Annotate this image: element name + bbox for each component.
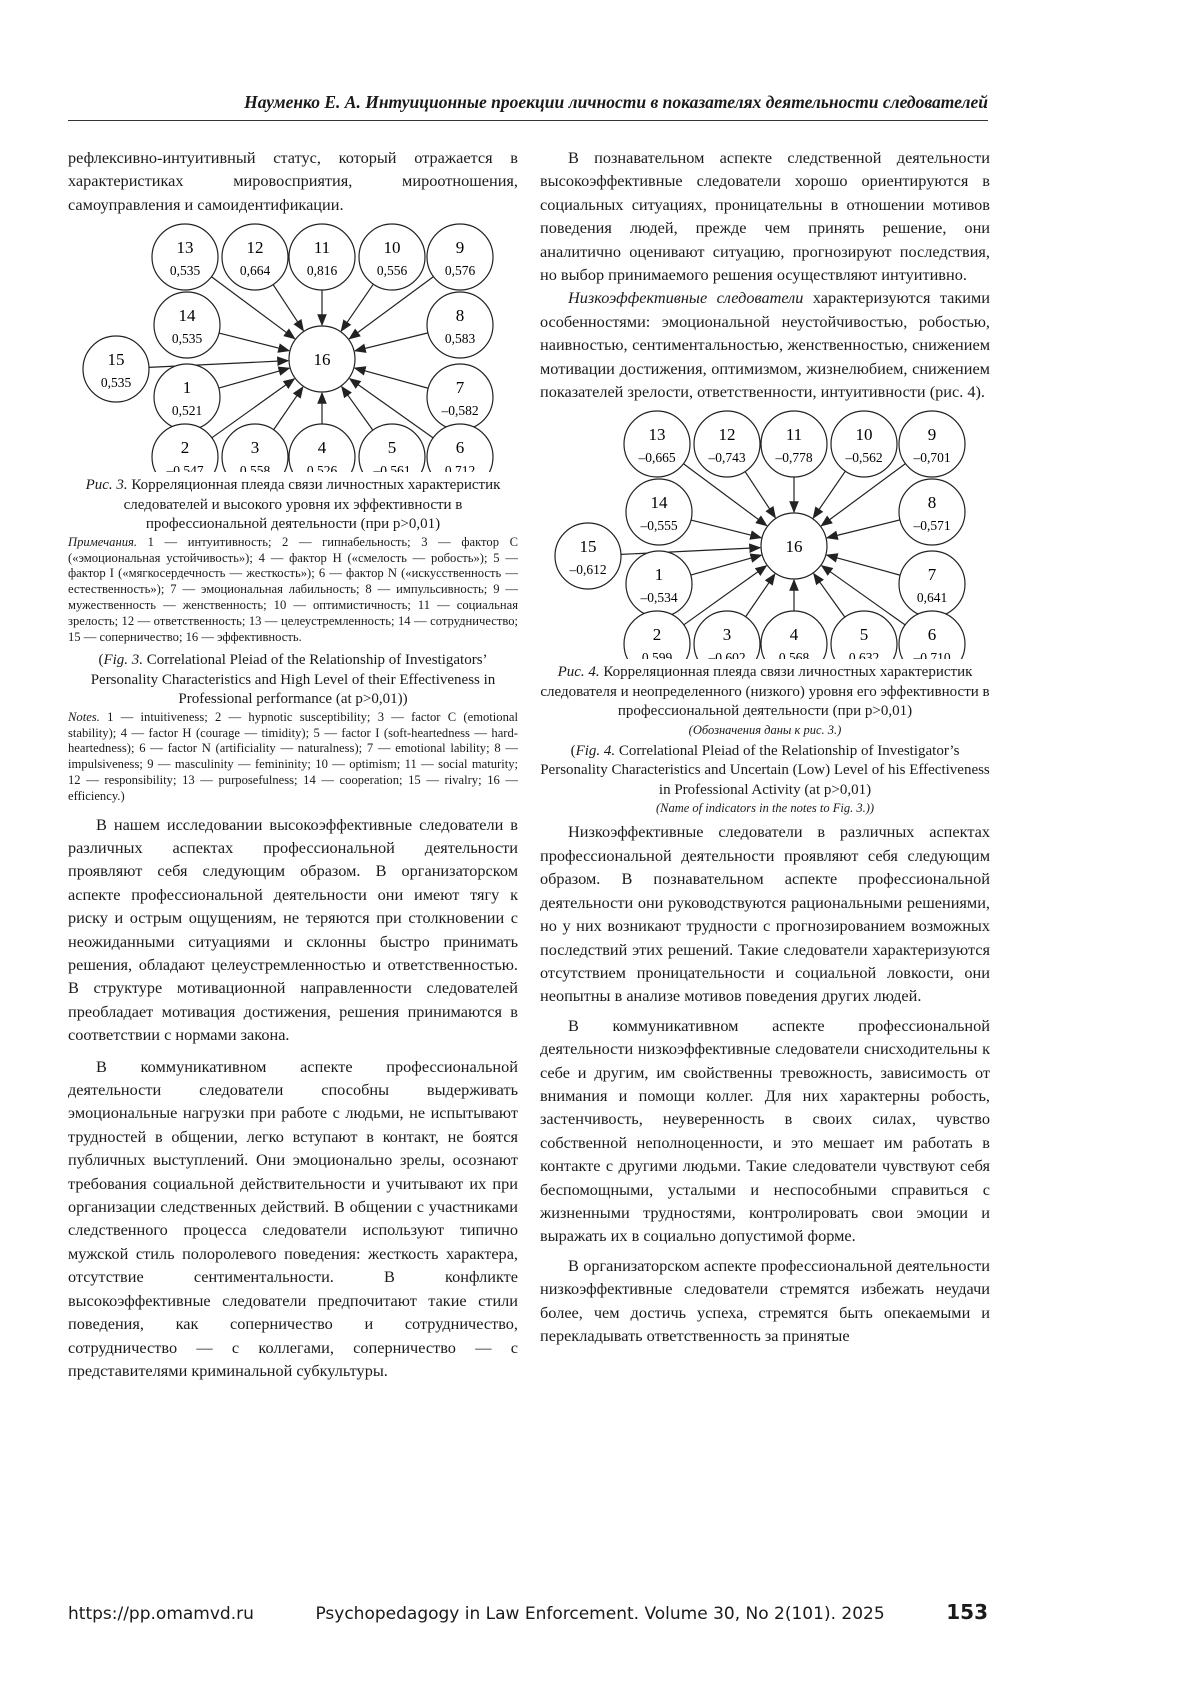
caption-text: Корреляционная плеяда связи личностных характеристик следователя и неопределенного (низкого) уровня его эффективности в профессиональной деятельности (при p>0,01): [540, 664, 989, 719]
pleiad-node: [831, 611, 897, 659]
pleiad-node: [427, 424, 493, 472]
node-number: 9: [456, 238, 465, 257]
node-correlation-value: 0,641: [917, 590, 947, 605]
pleiad-node: [626, 551, 692, 617]
notes-text: 1 — интуитивность; 2 — гипнабельность; 3 — фактор С («эмоциональная устойчивость»); 4 — фактор Н («смелость — робость»); 5 — фактор I («мягкосердечность — жесткость»); 6 — фактор N («искусственность — естественность»); 7 — эмоциональная лабильность; 8 — импульсивность; 9 — мужественность — женственность; 10 — оптимистичность; 11 — социальная зрелость; 12 — ответственность; 13 — целеустремленность; 14 — сотрудничество; 15 — соперничество; 16 — эффективность.: [68, 535, 518, 644]
node-correlation-value: 0,632: [849, 650, 879, 659]
node-number: 10: [856, 425, 873, 444]
pleiad-node: [83, 336, 149, 402]
node-number: 6: [456, 438, 465, 457]
node-number: 2: [653, 625, 662, 644]
figure-4-caption: [540, 663, 990, 722]
node-number: 3: [723, 625, 732, 644]
center-node-label: 16: [786, 537, 803, 556]
node-number: 12: [247, 238, 264, 257]
pleiad-node: [626, 479, 692, 545]
paragraph: В коммуникативном аспекте профессиональной деятельности следователи способны выдерживать эмоциональные нагрузки при работе с людьми, не испытывают трудностей в общении, легко вступают в контакт, не боятся публичных выступлений. Они эмоционально зрелы, осознают требования социальной действительности и учитывают их при организации следственных действий. В общении с участниками следственного процесса следователи используют типично мужской стиль полоролевого поведения: жесткость характера, отсутствие сентиментальности. В конфликте высокоэффективные следователи предпочитают такие стили поведения, как соперничество и сотрудничество, сотрудничество — с коллегами, соперничество — с представителями криминальной субкультуры.: [68, 1055, 518, 1383]
correlation-arrow: [827, 520, 900, 538]
notes-text: 1 — intuitiveness; 2 — hypnotic susceptibility; 3 — factor C (emotional stability); 4 — factor H (courage — timidity); 5 — factor I (soft-heartedness — hard-heartedness); 6 — factor N (artificiality — naturalness); 7 — emotional lability; 8 — impulsiveness; 9 — masculinity — femininity; 10 — optimism; 11 — social maturity; 12 — responsibility; 13 — purposefulness; 14 — cooperation; 15 — rivalry; 16 — efficiency.): [68, 710, 518, 803]
caption-text: Корреляционная плеяда связи личностных характеристик следователей и высокого уровня их эффективности в профессиональной деятельности (при p>0,01): [124, 477, 501, 532]
paragraph: В коммуникативном аспекте профессиональной деятельности низкоэффективные следователи снисходительны к себе и другим, им свойственны тревожность, зависимость от внимания и помощи коллег. Для них характерны робость, застенчивость, неуверенность в своих силах, чувство собственной неполноценности, и это мешает им работать в контакте с другими людьми. Такие следователи чувствуют себя беспомощными, усталыми и неспособными справиться с жизненными трудностями, контролировать свои эмоции и выражать их в социально допустимой форме.: [540, 1014, 990, 1248]
node-number: 5: [860, 625, 869, 644]
caption-label: Рис. 4.: [558, 664, 600, 680]
right-column: [540, 146, 990, 1347]
pleiad-node: [154, 292, 220, 358]
node-correlation-value: 0,535: [101, 375, 132, 390]
paragraph: [540, 286, 990, 403]
node-correlation-value: –0,665: [637, 450, 675, 465]
pleiad-node: [624, 411, 690, 477]
notes-label: Notes.: [68, 710, 100, 724]
figure-4-en-note: (Name of indicators in the notes to Fig. 3.)): [540, 800, 990, 816]
italic-term: Низкоэффективные следователи: [568, 288, 803, 307]
node-number: 14: [179, 306, 197, 325]
node-correlation-value: 0,535: [172, 331, 203, 346]
pleiad-node: [899, 611, 965, 659]
paragraph: В нашем исследовании высокоэффективные следователи в различных аспектах профессиональной деятельности проявляют себя следующим образом. В организаторском аспекте профессиональной деятельности они имеют тягу к риску и острым ощущениям, не теряются при столкновении с неожиданными ситуациями и склонны быстро принимать решения, обладают целеустремленностью и ответственностью. В структуре мотивационной направленности следователей преобладает мотивация достижения, решения принимаются в соответствии с нормами закона.: [68, 813, 518, 1047]
pleiad-node: [222, 424, 288, 472]
figure-4-en-caption: (Fig. 4. Correlational Pleiad of the Relationship of Investigator’s Personality Characteristics and Uncertain (Low) Level of his Effectiveness in Professional Activity (at p>0,01): [540, 742, 990, 801]
node-correlation-value: –0,534: [639, 590, 677, 605]
figure-3-notes: [68, 535, 518, 646]
node-number: 4: [790, 625, 799, 644]
caption-text: Correlational Pleiad of the Relationship of Investigator’s Personality Characteristics and Uncertain (Low) Level of his Effectiveness in Professional Activity (at p>0,01): [540, 743, 990, 798]
node-number: 7: [928, 565, 937, 584]
notes-label: Примечания.: [68, 535, 137, 549]
pleiad-center-node: [761, 513, 827, 579]
node-number: 13: [649, 425, 666, 444]
node-correlation-value: 0,583: [445, 331, 476, 346]
node-correlation-value: –0,710: [912, 650, 950, 659]
node-correlation-value: –0,562: [844, 450, 882, 465]
correlation-arrow: [745, 472, 775, 518]
node-correlation-value: –0,778: [774, 450, 812, 465]
pleiad-node: [761, 411, 827, 477]
figure-3-pleiad-diagram: [68, 220, 518, 472]
node-correlation-value: 0,568: [779, 650, 810, 659]
node-number: 11: [314, 238, 330, 257]
paragraph: Низкоэффективные следователи в различных аспектах профессиональной деятельности проявляют себя следующим образом. В познавательном аспекте профессиональной деятельности они руководствуются рациональными решениями, но у них возникают трудности с прогнозированием возможных последствий этих решений. Такие следователи характеризуются отсутствием проницательности и социальной ловкости, они неопытны в анализе мотивов поведения других людей.: [540, 820, 990, 1007]
node-correlation-value: –0,561: [372, 463, 410, 472]
node-number: 1: [183, 378, 192, 397]
node-number: 14: [651, 493, 669, 512]
node-correlation-value: 0,526: [307, 463, 338, 472]
correlation-arrow: [621, 548, 760, 555]
pleiad-node: [899, 411, 965, 477]
node-number: 5: [388, 438, 397, 457]
node-number: 13: [177, 238, 194, 257]
pleiad-node: [427, 224, 493, 290]
pleiad-node: [289, 224, 355, 290]
correlation-arrow: [274, 387, 303, 430]
pleiad-node: [555, 523, 621, 589]
node-number: 2: [181, 438, 190, 457]
center-node-label: 16: [314, 350, 331, 369]
correlation-arrow: [219, 368, 290, 388]
figure-4-note: (Обозначения даны к рис. 3.): [540, 722, 990, 738]
node-correlation-value: –0,571: [912, 518, 950, 533]
paragraph-text: характеризуются такими особенностями: эмоциональной неустойчивостью, робостью, наивностью, сентиментальностью, женственностью, снижением мотивации достижения, оптимизмом, жизнелюбием, снижением показателей зрелости, ответственности, интуитивности (рис. 4).: [540, 288, 990, 401]
caption-label: Рис. 3.: [86, 477, 128, 493]
caption-text: Correlational Pleiad of the Relationship of Investigators’ Personality Characteristics and High Level of their Effectiveness in Professional performance (at p>0,01)): [91, 652, 496, 707]
node-correlation-value: –0,743: [707, 450, 745, 465]
pleiad-node: [427, 292, 493, 358]
pleiad-node: [359, 224, 425, 290]
caption-label: Fig. 3.: [103, 652, 143, 668]
pleiad-node: [152, 224, 218, 290]
paragraph: В познавательном аспекте следственной деятельности высокоэффективные следователи хорошо ориентируются в социальных ситуациях, проницательны в отношении мотивов поведения людей, прежде чем принять решение, они аналитично оценивают ситуацию, прогнозируют последствия, но выбор принимаемого решения осуществляют интуитивно.: [540, 146, 990, 286]
node-number: 15: [580, 537, 597, 556]
pleiad-node: [694, 611, 760, 659]
pleiad-node: [624, 611, 690, 659]
node-correlation-value: 0,816: [307, 263, 338, 278]
paragraph: рефлексивно-интуитивный статус, который отражается в характеристиках мировосприятия, мироотношения, самоуправления и самоидентификации.: [68, 146, 518, 216]
correlation-arrow: [342, 387, 373, 430]
correlation-arrow: [827, 555, 900, 575]
node-number: 8: [928, 493, 937, 512]
node-number: 3: [251, 438, 260, 457]
node-correlation-value: –0,701: [912, 450, 950, 465]
correlation-arrow: [355, 368, 428, 388]
pleiad-center-node: [289, 326, 355, 392]
node-number: 15: [108, 350, 125, 369]
figure-3-caption: [68, 476, 518, 535]
pleiad-node: [222, 224, 288, 290]
node-correlation-value: 0,599: [642, 650, 673, 659]
correlation-arrow: [814, 574, 845, 617]
journal-url[interactable]: https://pp.omamvd.ru: [68, 1604, 254, 1624]
correlation-arrow: [691, 521, 761, 539]
node-number: 6: [928, 625, 937, 644]
correlation-arrow: [691, 556, 762, 576]
pleiad-node: [359, 424, 425, 472]
pleiad-node: [899, 479, 965, 545]
node-correlation-value: –0,555: [639, 518, 677, 533]
node-number: 9: [928, 425, 937, 444]
caption-label: Fig. 4.: [576, 743, 616, 759]
pleiad-node: [152, 424, 218, 472]
pleiad-node: [899, 551, 965, 617]
pleiad-node: [694, 411, 760, 477]
node-number: 1: [655, 565, 664, 584]
correlation-arrow: [355, 333, 428, 351]
pleiad-node: [154, 364, 220, 430]
left-column: [68, 146, 518, 1382]
figure-3-en-caption: (Fig. 3. Correlational Pleiad of the Relationship of Investigators’ Personality Characteristics and High Level of their Effectiveness in Professional performance (at p>0,01)): [68, 651, 518, 710]
correlation-arrow: [273, 285, 303, 331]
figure-4-pleiad-diagram: [540, 407, 990, 659]
node-correlation-value: –0,602: [707, 650, 745, 659]
correlation-arrow: [746, 575, 775, 618]
correlation-arrow: [149, 361, 288, 368]
paragraph: В организаторском аспекте профессиональной деятельности низкоэффективные следователи стремятся избежать неудачи более, чем достичь успеха, стремятся быть опекаемыми и перекладывать ответственность за принятые: [540, 1254, 990, 1348]
node-correlation-value: –0,547: [165, 463, 203, 472]
node-correlation-value: 0,556: [377, 263, 408, 278]
node-number: 4: [318, 438, 327, 457]
node-number: 10: [384, 238, 401, 257]
pleiad-node: [831, 411, 897, 477]
page-number: 153: [946, 1600, 988, 1624]
node-number: 8: [456, 306, 465, 325]
correlation-arrow: [219, 333, 289, 351]
page-footer: [68, 1600, 988, 1624]
node-number: 7: [456, 378, 465, 397]
header-rule: [68, 120, 988, 121]
running-header: Науменко Е. А. Интуиционные проекции личности в показателях деятельности следователей: [68, 92, 988, 113]
pleiad-node: [427, 364, 493, 430]
node-correlation-value: 0,521: [172, 403, 202, 418]
journal-citation: Psychopedagogy in Law Enforcement. Volume 30, No 2(101). 2025: [315, 1604, 884, 1624]
node-correlation-value: –0,612: [568, 562, 606, 577]
node-correlation-value: 0,558: [240, 463, 271, 472]
node-correlation-value: 0,664: [240, 263, 271, 278]
node-number: 11: [786, 425, 802, 444]
node-correlation-value: 0,535: [170, 263, 201, 278]
node-correlation-value: –0,582: [440, 403, 478, 418]
pleiad-node: [761, 611, 827, 659]
pleiad-node: [289, 424, 355, 472]
node-correlation-value: 0,576: [445, 263, 476, 278]
node-correlation-value: 0,712: [445, 463, 475, 472]
figure-3-en-notes: [68, 710, 518, 805]
node-number: 12: [719, 425, 736, 444]
